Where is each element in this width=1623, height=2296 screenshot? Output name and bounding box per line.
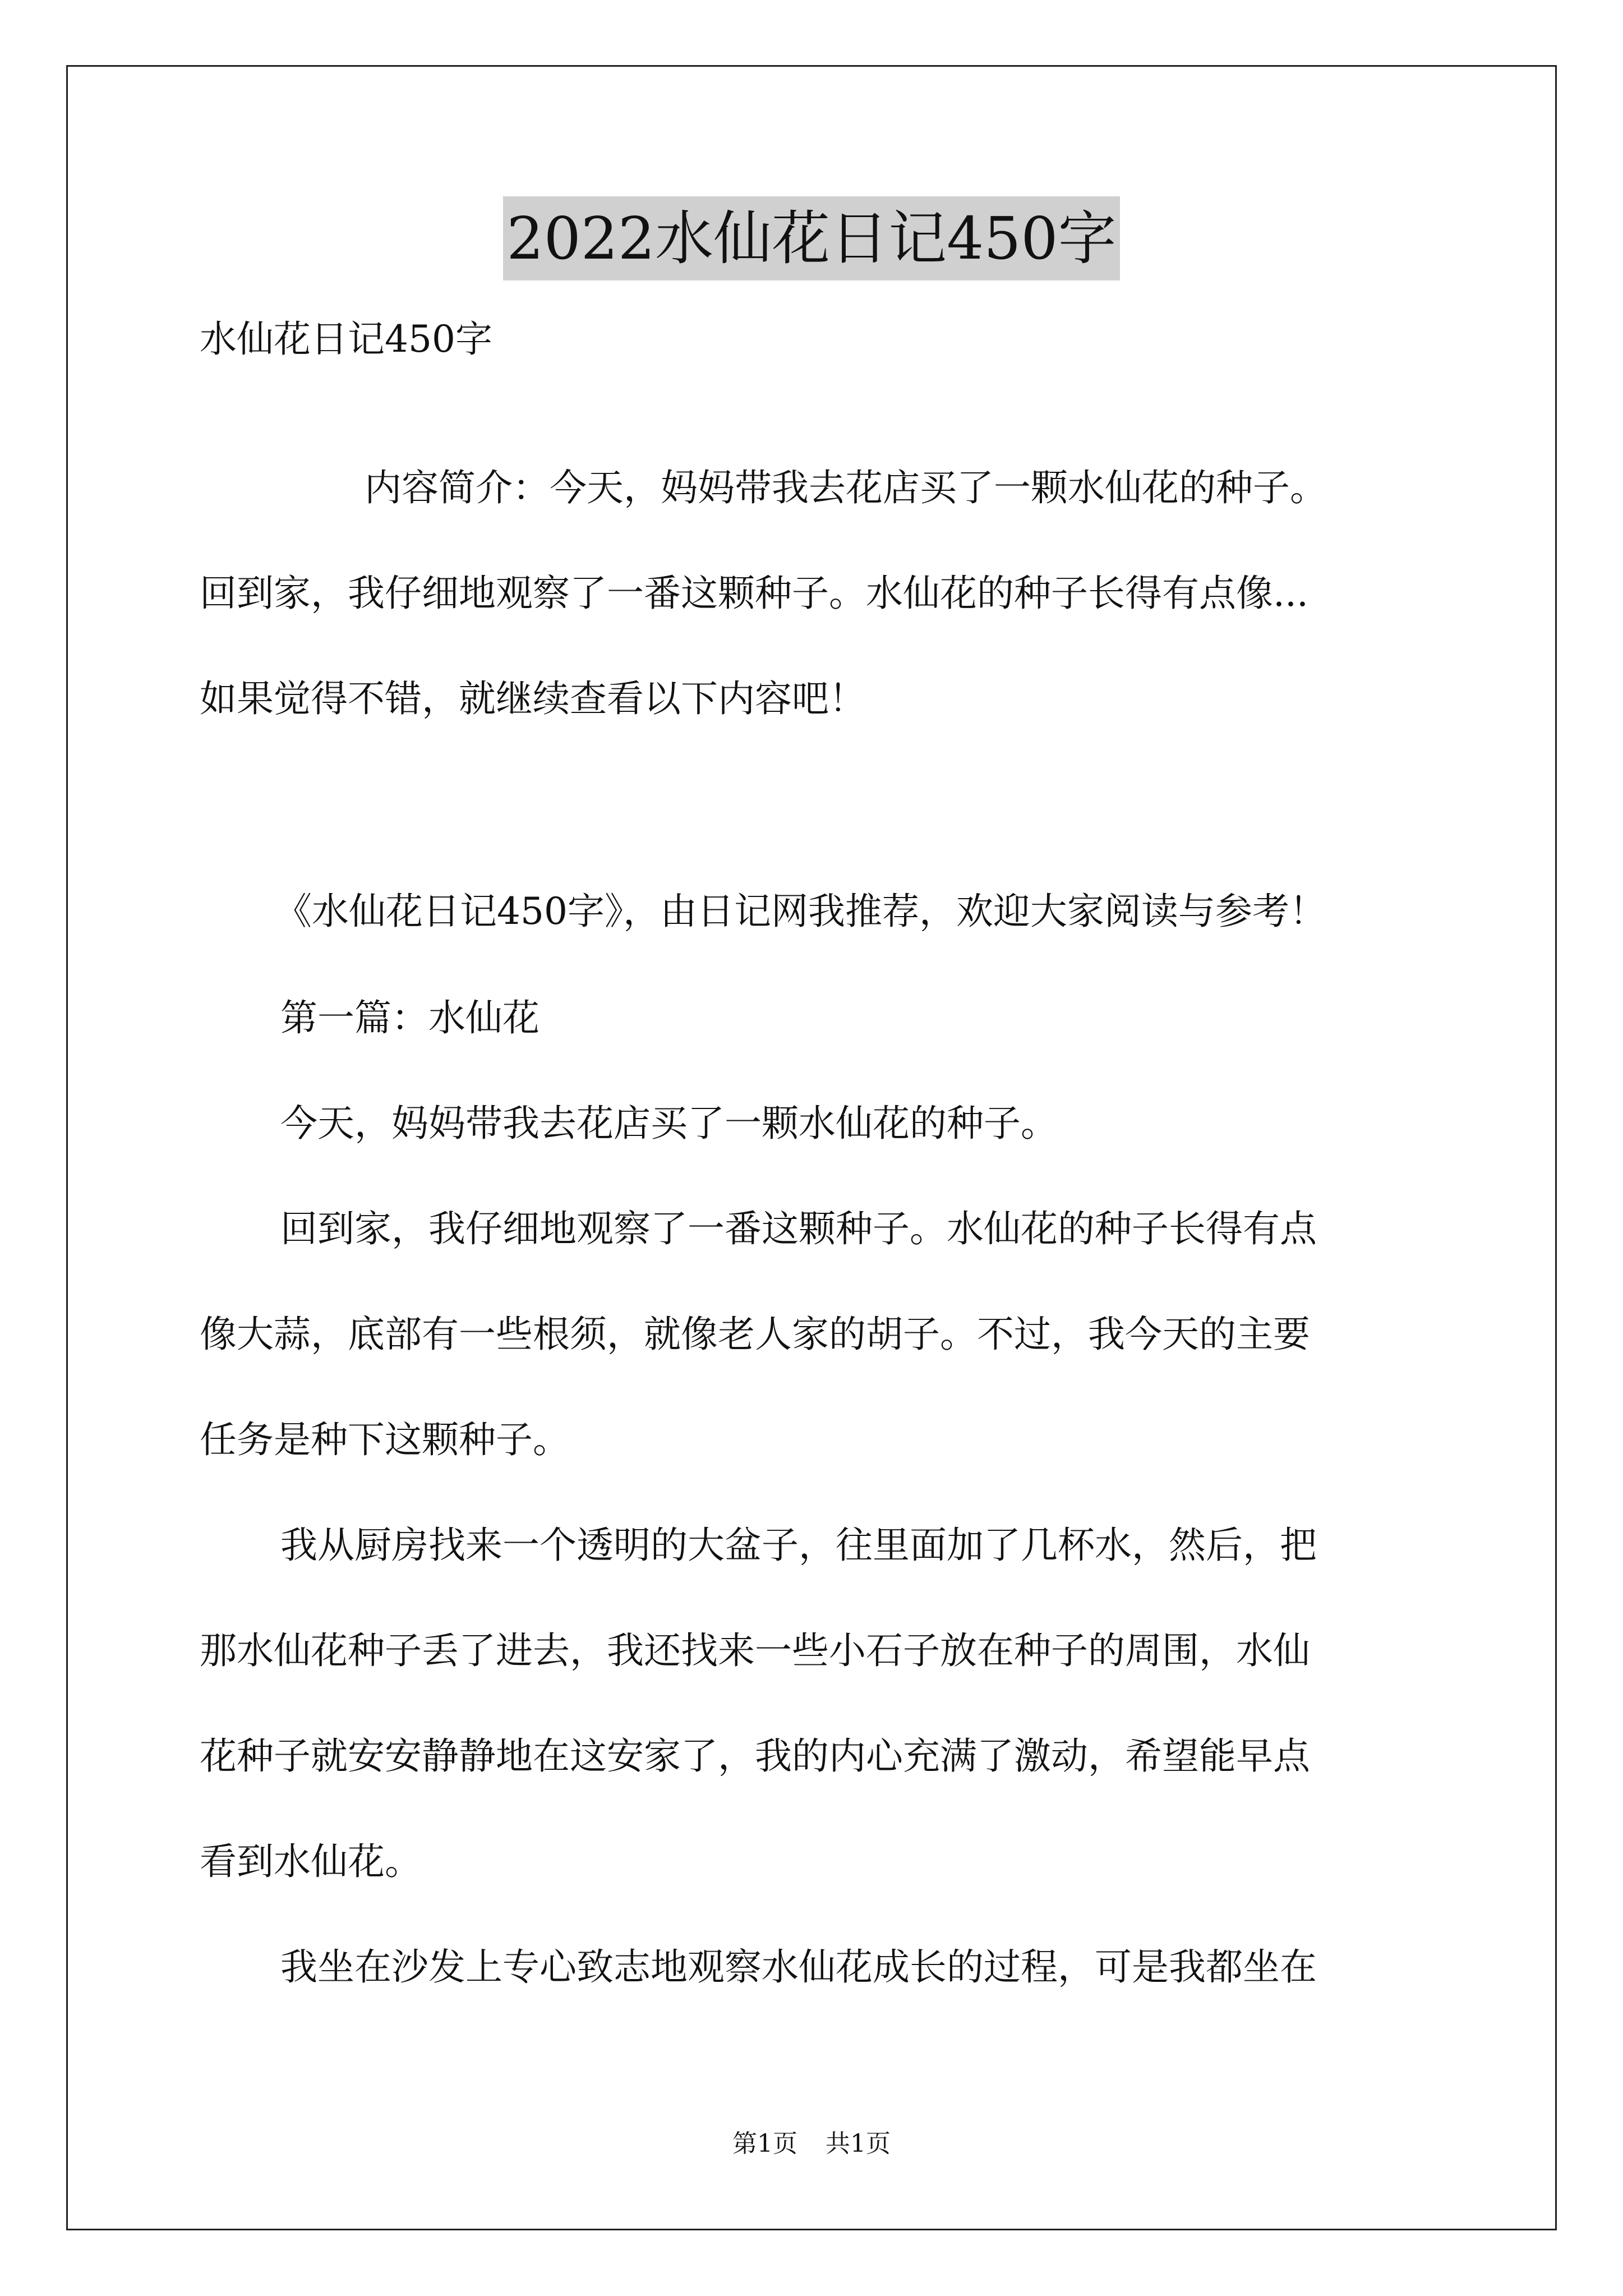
paragraph-line: 花种子就安安静静地在这安家了，我的内心充满了激动，希望能早点: [200, 1734, 1310, 1778]
subtitle-line: 水仙花日记450字: [200, 318, 492, 361]
paragraph-line: 任务是种下这颗种子。: [200, 1418, 570, 1461]
paragraph-line: 看到水仙花。: [200, 1840, 422, 1883]
page-number: 第1页: [732, 2129, 797, 2158]
paragraph-line: 今天，妈妈带我去花店买了一颗水仙花的种子。: [280, 1102, 1058, 1145]
summary-line-2: 回到家，我仔细地观察了一番这颗种子。水仙花的种子长得有点像...: [200, 572, 1308, 615]
paragraph-line: 我坐在沙发上专心致志地观察水仙花成长的过程，可是我都坐在: [280, 1945, 1317, 1989]
summary-line-1: 内容简介：今天，妈妈带我去花店买了一颗水仙花的种子。: [365, 466, 1327, 509]
page-total: 共1页: [826, 2129, 891, 2158]
chapter-heading: 第一篇：水仙花: [280, 996, 540, 1039]
recommend-line: 《水仙花日记450字》，由日记网我推荐，欢迎大家阅读与参考！: [275, 890, 1326, 933]
paragraph-line: 回到家，我仔细地观察了一番这颗种子。水仙花的种子长得有点: [280, 1207, 1317, 1250]
summary-line-3: 如果觉得不错，就继续查看以下内容吧！: [200, 677, 866, 720]
title-container: [0, 196, 1623, 280]
paragraph-line: 像大蒜，底部有一些根须，就像老人家的胡子。不过，我今天的主要: [200, 1313, 1310, 1356]
document-title: 2022水仙花日记450字: [503, 196, 1119, 280]
paragraph-line: 那水仙花种子丢了进去，我还找来一些小石子放在种子的周围，水仙: [200, 1629, 1310, 1672]
paragraph-line: 我从厨房找来一个透明的大盆子，往里面加了几杯水，然后，把: [280, 1524, 1317, 1567]
page-footer: [0, 2127, 1623, 2161]
